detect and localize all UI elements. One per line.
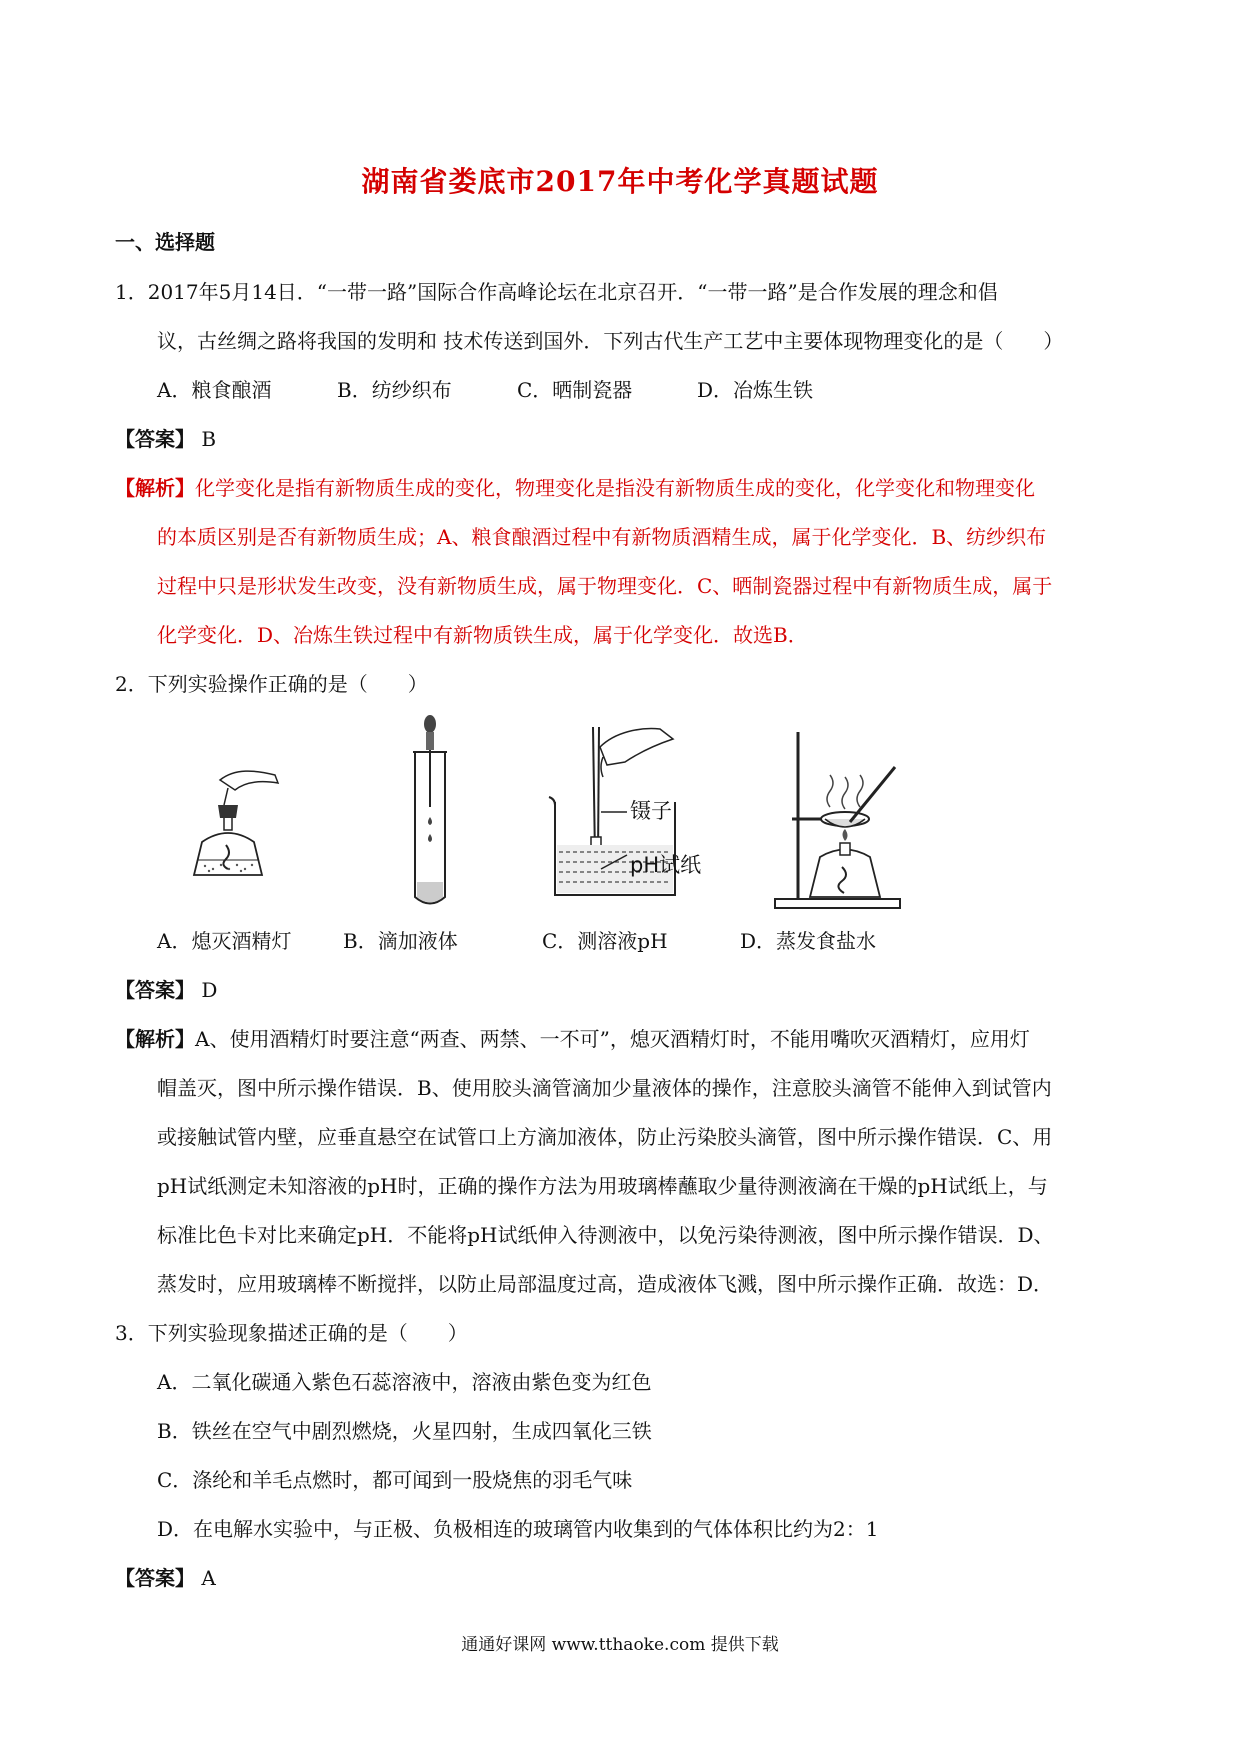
q2-option-b: B．滴加液体: [343, 929, 458, 953]
page-footer: 通通好课网 www.tthaoke.com 提供下载: [461, 1635, 779, 1655]
q2-analysis-line-5: 标准比色卡对比来确定pH．不能将pH试纸伸入待测液中，以免污染待测液，图中所示操作错误．D、: [157, 1223, 1054, 1247]
q1-analysis-text-1: 化学变化是指有新物质生成的变化，物理变化是指没有新物质生成的变化，化学变化和物理变化: [195, 476, 1035, 500]
q1-analysis-line-4: 化学变化．D、冶炼生铁过程中有新物质铁生成，属于化学变化．故选B．: [157, 623, 808, 647]
q2-analysis-text-1: A、使用酒精灯时要注意“两查、两禁、一不可”，熄灭酒精灯时，不能用嘴吹灭酒精灯，应用灯: [195, 1027, 1030, 1051]
q2-figures: [0, 712, 1240, 922]
evaporation-figure: [770, 727, 910, 912]
q1-analysis-line-3: 过程中只是形状发生改变，没有新物质生成，属于物理变化．C、晒制瓷器过程中有新物质生成，属于: [157, 574, 1053, 598]
q1-option-a: A．粮食酿酒: [157, 378, 272, 402]
q2-answer-value: D: [201, 978, 218, 1002]
page-title: 湖南省娄底市2017年中考化学真题试题: [361, 165, 879, 198]
q3-answer-label: 【答案】: [115, 1566, 195, 1590]
ph-paper-label: pH试纸: [630, 853, 702, 877]
q3-option-b: B．铁丝在空气中剧烈燃烧，火星四射，生成四氧化三铁: [157, 1419, 652, 1443]
q2-option-d: D．蒸发食盐水: [740, 929, 877, 953]
q1-options: [157, 376, 813, 404]
q3-answer: [115, 1564, 216, 1592]
q2-option-a: A．熄灭酒精灯: [157, 929, 292, 953]
q1-option-d: D．冶炼生铁: [697, 378, 814, 402]
q2-stem: 2．下列实验操作正确的是（ ）: [115, 672, 428, 696]
q2-analysis-label: 【解析】: [115, 1027, 195, 1051]
q1-option-b: B．纺纱织布: [337, 378, 452, 402]
q2-analysis-line-4: pH试纸测定未知溶液的pH时，正确的操作方法为用玻璃棒蘸取少量待测液滴在干燥的pH试纸上，与: [157, 1174, 1048, 1198]
q2-option-c: C．测溶液pH: [542, 929, 668, 953]
tweezers-label: 镊子: [630, 799, 672, 823]
q2-analysis-line-2: 帽盖灭，图中所示操作错误．B、使用胶头滴管滴加少量液体的操作，注意胶头滴管不能伸入到试管内: [157, 1076, 1052, 1100]
q1-answer: [115, 425, 216, 453]
alcohol-lamp-figure: [180, 750, 290, 885]
section-heading: 一、选择题: [115, 230, 215, 254]
q1-stem-line-1: 1．2017年5月14日．“一带一路”国际合作高峰论坛在北京召开．“一带一路”是合作发展的理念和倡: [115, 280, 998, 304]
q3-stem: 3．下列实验现象描述正确的是（ ）: [115, 1321, 468, 1345]
q1-analysis-line-2: 的本质区别是否有新物质生成；A、粮食酿酒过程中有新物质酒精生成，属于化学变化．B、纺纱织布: [157, 525, 1047, 549]
q2-answer-label: 【答案】: [115, 978, 195, 1002]
q3-answer-value: A: [201, 1566, 216, 1590]
q3-option-a: A．二氧化碳通入紫色石蕊溶液中，溶液由紫色变为红色: [157, 1370, 652, 1394]
q2-analysis-line-3: 或接触试管内壁，应垂直悬空在试管口上方滴加液体，防止污染胶头滴管，图中所示操作错误．C、用: [157, 1125, 1053, 1149]
q1-stem-line-2: 议，古丝绸之路将我国的发明和 技术传送到国外．下列古代生产工艺中主要体现物理变化的是（ ）: [157, 329, 1064, 353]
q2-answer: [115, 976, 217, 1004]
q2-analysis-line-1: [115, 1025, 1030, 1053]
q1-answer-value: B: [201, 427, 217, 451]
q1-analysis-line-1: [115, 474, 1035, 502]
q1-analysis-label: 【解析】: [115, 476, 195, 500]
q1-answer-label: 【答案】: [115, 427, 195, 451]
q3-option-c: C．涤纶和羊毛点燃时，都可闻到一股烧焦的羽毛气味: [157, 1468, 633, 1492]
q1-option-c: C．晒制瓷器: [517, 378, 633, 402]
q3-option-d: D．在电解水实验中，与正极、负极相连的玻璃管内收集到的气体体积比约为2：1: [157, 1517, 879, 1541]
q2-analysis-line-6: 蒸发时，应用玻璃棒不断搅拌，以防止局部温度过高，造成液体飞溅，图中所示操作正确．故选：D．: [157, 1272, 1054, 1296]
dropper-test-tube-figure: [400, 712, 460, 912]
